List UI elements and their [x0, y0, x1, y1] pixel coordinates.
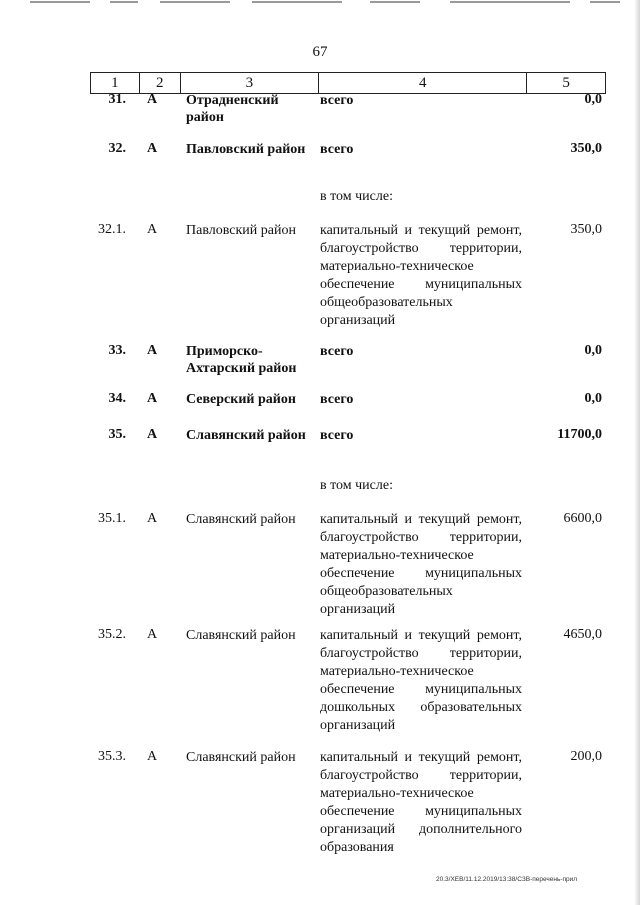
row-description: капитальный и текущий ремонт, благоустройство территории, материально-техническое обеспечение муниципальных дошкольных образовательных организаций: [320, 628, 522, 733]
column-header-3: 3: [181, 73, 319, 93]
row-number: 35.: [108, 427, 126, 442]
row-description: всего: [320, 93, 354, 108]
row-value: 0,0: [584, 343, 602, 358]
row-district: Отрадненский район: [186, 93, 279, 125]
row-description: капитальный и текущий ремонт, благоустройство территории, материально-техническое обеспечение муниципальных общеобразовательных организаций: [320, 512, 522, 617]
column-header-row: [90, 72, 606, 94]
scan-edge-shadow: [634, 0, 640, 905]
row-district: Славянский район: [186, 628, 296, 643]
row-district: Павловский район: [186, 223, 296, 238]
column-header-1: 1: [91, 73, 140, 93]
row-category: А: [146, 92, 158, 107]
row-category: А: [146, 511, 158, 526]
row-number: 34.: [108, 391, 126, 406]
row-category: А: [146, 749, 158, 764]
row-description: всего: [320, 428, 354, 443]
row-description: всего: [320, 392, 354, 407]
row-value: 4650,0: [563, 627, 602, 642]
row-description: всего: [320, 344, 354, 359]
row-number: 35.3.: [98, 749, 126, 764]
row-district: Приморско-Ахтарский район: [186, 344, 297, 376]
row-value: 0,0: [584, 92, 602, 107]
row-value: 200,0: [570, 749, 602, 764]
column-header-2: 2: [140, 73, 181, 93]
row-category: А: [146, 427, 158, 442]
row-category: А: [146, 222, 158, 237]
row-description: капитальный и текущий ремонт, благоустройство территории, материально-техническое обеспечение муниципальных организаций дополнительного образования: [320, 750, 522, 855]
row-category: А: [146, 627, 158, 642]
row-value: 0,0: [584, 391, 602, 406]
row-number: 32.: [108, 141, 126, 156]
row-district: Павловский район: [186, 142, 306, 157]
including-label: в том числе:: [320, 478, 393, 493]
page-number: 67: [312, 44, 328, 60]
row-category: А: [146, 391, 158, 406]
row-district: Славянский район: [186, 512, 296, 527]
row-number: 35.2.: [98, 627, 126, 642]
row-number: 33.: [108, 343, 126, 358]
row-number: 31.: [108, 92, 126, 107]
document-footer-code: 20.3/ХЕВ/11.12.2019/13:38/СЗВ-перечень-прил: [436, 876, 578, 883]
row-category: А: [146, 141, 158, 156]
row-district: Северский район: [186, 392, 296, 407]
column-header-5: 5: [562, 75, 570, 91]
row-description: капитальный и текущий ремонт, благоустройство территории, материально-техническое обеспечение муниципальных общеобразовательных организаций: [320, 223, 522, 328]
row-number: 35.1.: [98, 511, 126, 526]
row-category: А: [146, 343, 158, 358]
row-district: Славянский район: [186, 750, 296, 765]
scan-artifact-top: [0, 0, 640, 8]
row-value: 11700,0: [557, 427, 602, 442]
row-value: 6600,0: [563, 511, 602, 526]
row-number: 32.1.: [98, 222, 126, 237]
column-header-4: 4: [319, 73, 527, 93]
row-value: 350,0: [570, 141, 602, 156]
row-district: Славянский район: [186, 428, 306, 443]
row-description: всего: [320, 142, 354, 157]
row-value: 350,0: [570, 222, 602, 237]
including-label: в том числе:: [320, 189, 393, 204]
